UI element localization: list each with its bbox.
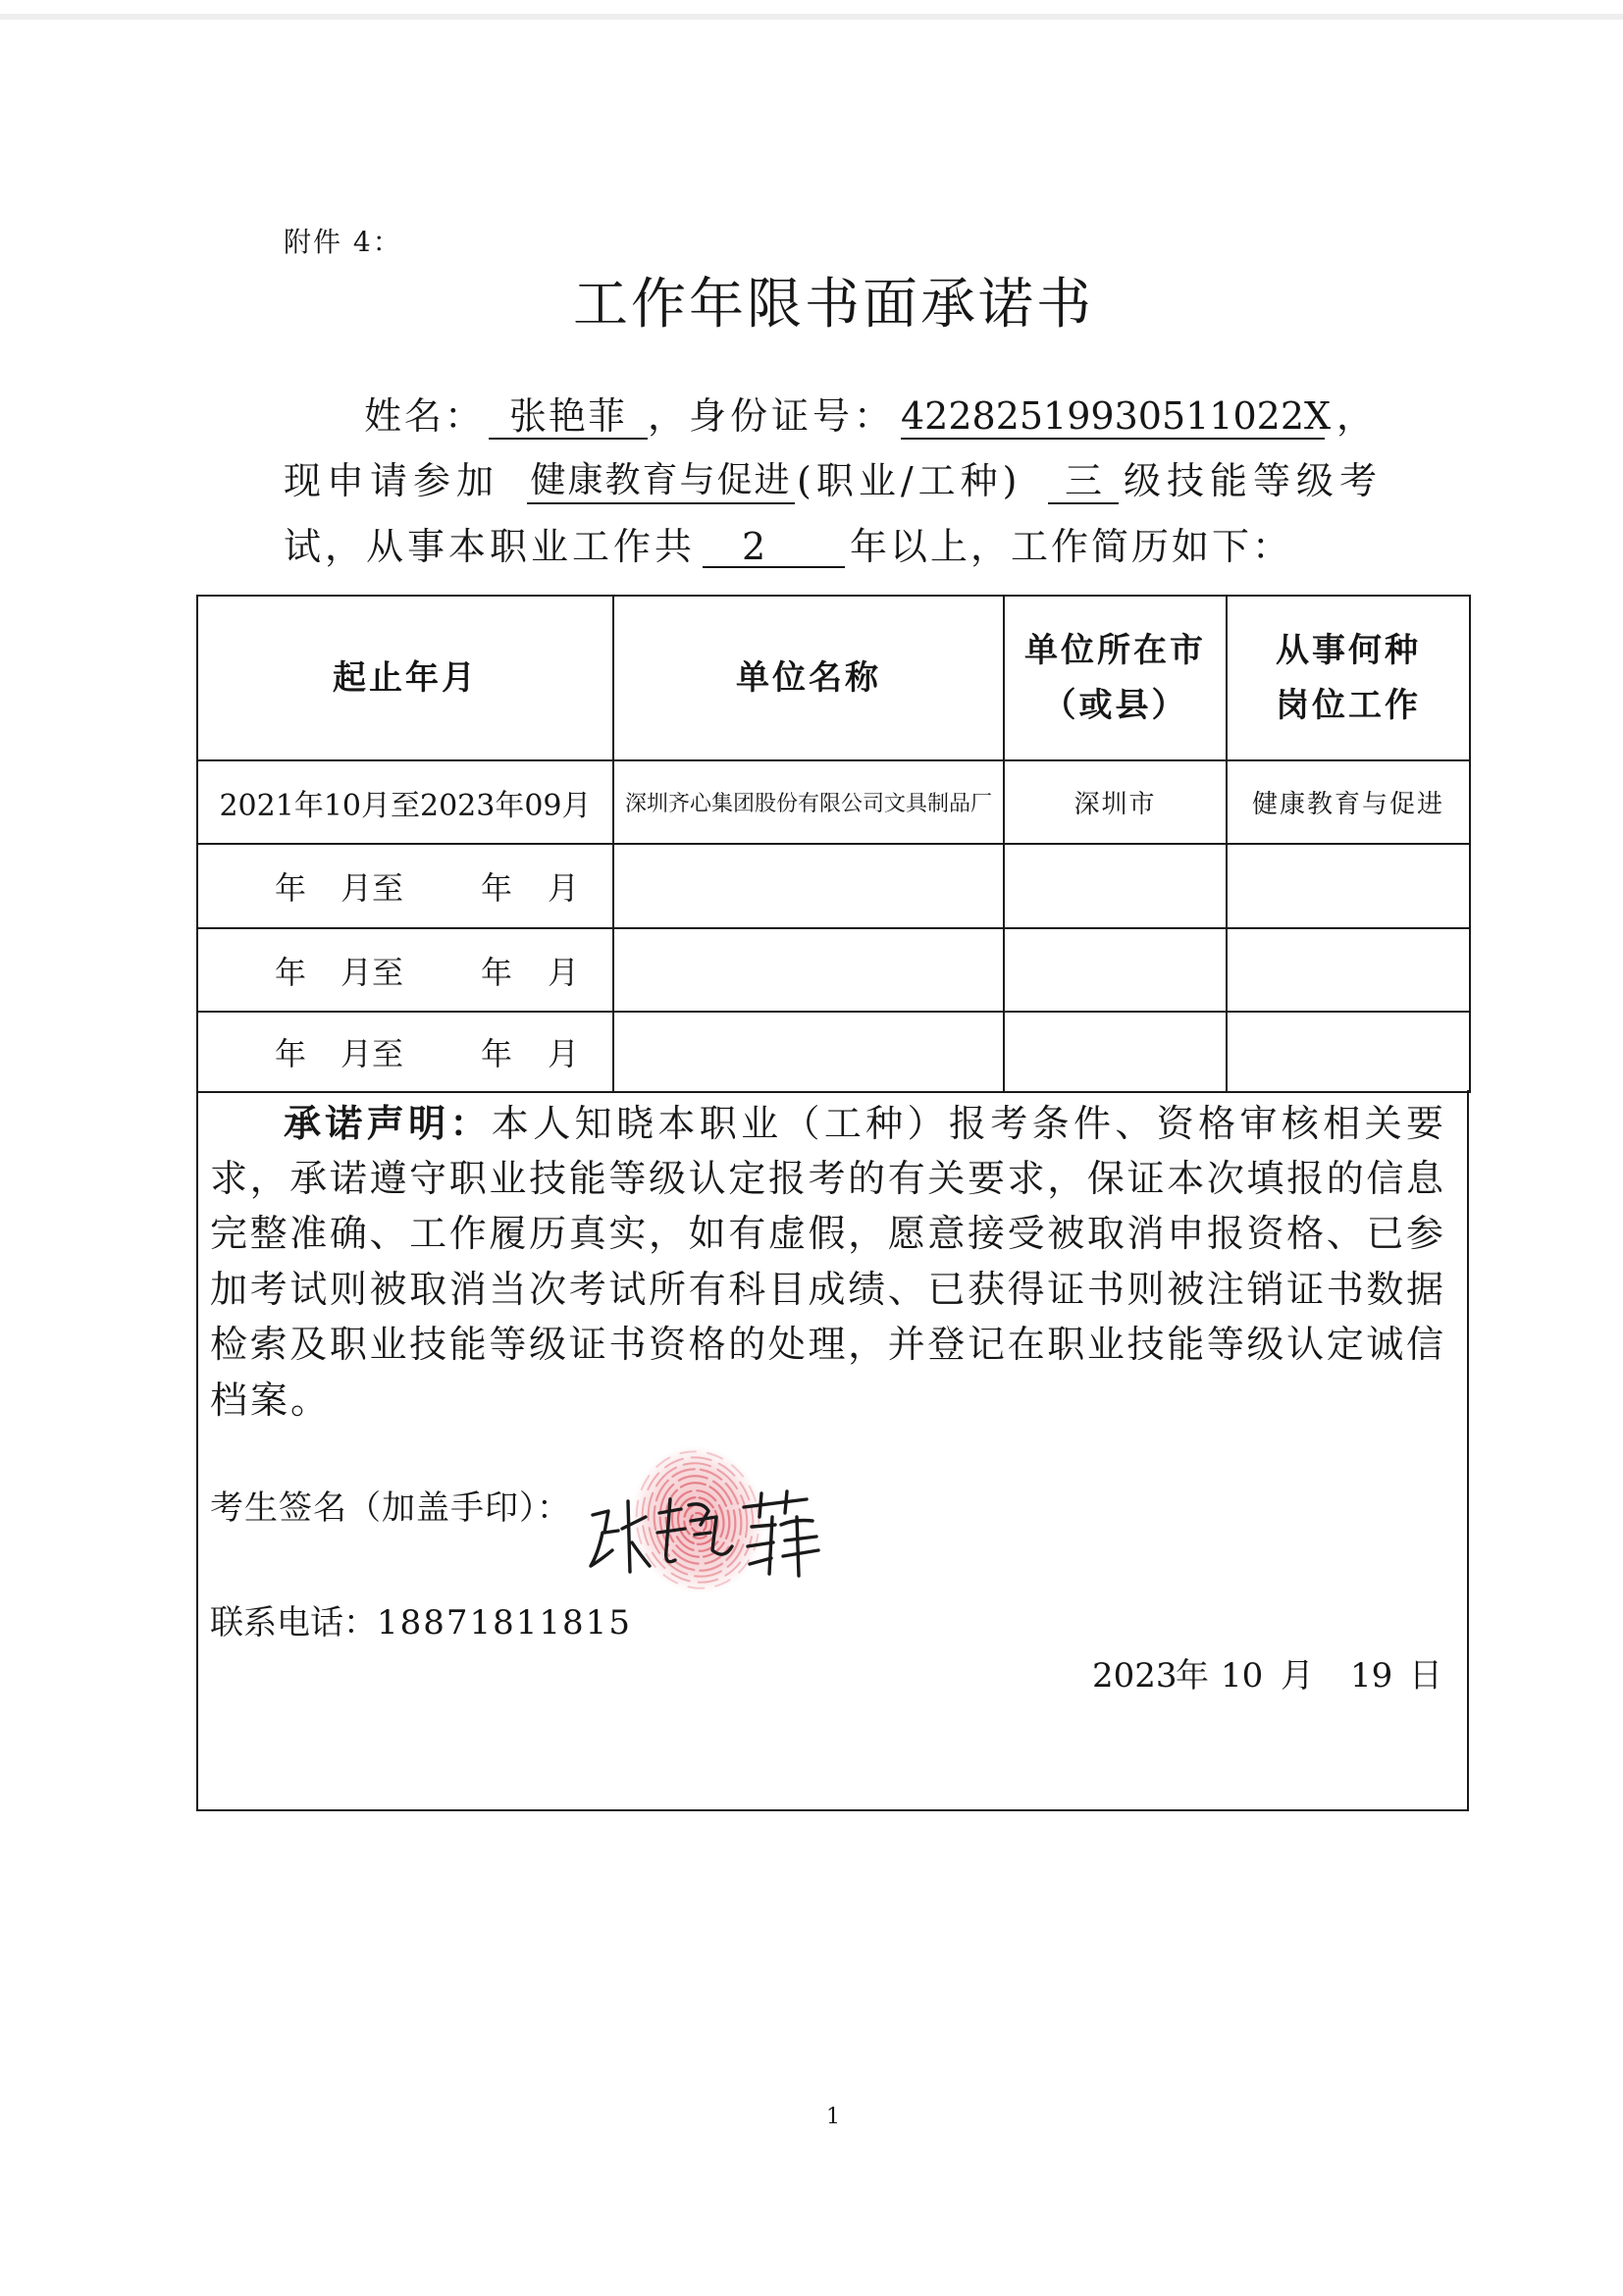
attachment-label: 附件 4： [284, 226, 402, 258]
table-row [197, 928, 1470, 1012]
row-position-blank [1227, 928, 1470, 1012]
header-line: 从事何种 [1276, 631, 1421, 670]
period-token: 年 [275, 1035, 307, 1072]
date-month: 10 [1221, 1656, 1264, 1696]
page-number: 1 [826, 2105, 840, 2129]
id-number: 42282519930511022X [901, 394, 1332, 438]
header-line: 起止年月 [333, 658, 478, 698]
header-position [1227, 596, 1470, 760]
period-token: 月至 [340, 953, 404, 991]
phone-label: 联系电话： [210, 1603, 377, 1643]
occupation-suffix: (职业/工种) [797, 459, 1022, 502]
scan-edge [0, 14, 1623, 20]
work-years: 2 [703, 523, 845, 568]
period-token: 月 [548, 1035, 580, 1072]
years-prefix: 试，从事本职业工作共 [284, 525, 697, 568]
row-city-blank [1004, 844, 1227, 928]
header-line: 单位所在市 [1024, 631, 1206, 670]
applicant-name: 张艳菲 [489, 392, 648, 440]
period-token: 月 [548, 953, 580, 991]
phone-line [210, 1600, 632, 1645]
period-token: 年 [481, 953, 513, 991]
statement-line: 检索及职业技能等级证书资格的处理，并登记在职业技能等级认定诚信 [210, 1323, 1443, 1366]
row-city-blank [1004, 928, 1227, 1012]
line-end-comma: ， [1336, 394, 1375, 438]
intro-line-3 [0, 523, 1623, 570]
period-token: 年 [275, 869, 307, 907]
level-suffix: 级技能等级考 [1124, 459, 1384, 502]
row-company-blank [613, 844, 1004, 928]
intro-line-1 [0, 392, 1623, 440]
statement-line: 档案。 [210, 1379, 332, 1422]
years-suffix: 年以上，工作简历如下： [850, 525, 1293, 568]
id-label: ，身份证号： [648, 394, 896, 438]
header-company [613, 596, 1004, 760]
signature-and-fingerprint [579, 1435, 834, 1606]
row-period-blank [197, 844, 613, 928]
phone-number: 18871811815 [377, 1603, 632, 1643]
period-token: 年 [481, 869, 513, 907]
apply-label: 现申请参加 [284, 459, 500, 502]
header-line: 岗位工作 [1276, 686, 1421, 725]
skill-level: 三 [1048, 457, 1119, 504]
date-month-unit: 月 [1281, 1656, 1314, 1696]
date-day-unit: 日 [1409, 1656, 1442, 1696]
period-token: 月至 [340, 869, 404, 907]
row-company-blank [613, 928, 1004, 1012]
document-title: 工作年限书面承诺书 [573, 273, 1094, 337]
intro-line-2 [0, 457, 1623, 504]
row-company-blank [613, 1012, 1004, 1092]
statement-line: 求，承诺遵守职业技能等级认定报考的有关要求，保证本次填报的信息 [210, 1157, 1443, 1200]
statement-line [284, 1096, 1443, 1151]
date-year-unit: 年 [1176, 1656, 1209, 1696]
occupation-name: 健康教育与促进 [527, 457, 795, 504]
header-period [197, 596, 613, 760]
period-token: 年 [275, 953, 307, 991]
statement-line: 加考试则被取消当次考试所有科目成绩、已获得证书则被注销证书数据 [210, 1268, 1443, 1311]
work-history-table [196, 595, 1471, 1093]
table-row [197, 844, 1470, 928]
row-position-blank [1227, 1012, 1470, 1092]
statement-line: 完整准确、工作履历真实，如有虚假，愿意接受被取消申报资格、已参 [210, 1212, 1443, 1255]
header-line: （或县） [1042, 686, 1188, 725]
table-row [197, 1012, 1470, 1092]
row-company: 深圳齐心集团股份有限公司文具制品厂 [613, 760, 1004, 844]
signature-label: 考生签名（加盖手印）： [210, 1488, 571, 1528]
name-label: 姓名： [364, 394, 486, 438]
period-token: 月 [548, 869, 580, 907]
row-position-blank [1227, 844, 1470, 928]
statement-text: 本人知晓本职业（工种）报考条件、资格审核相关要 [491, 1102, 1443, 1145]
row-period: 2021年10月至2023年09月 [197, 760, 613, 844]
row-period-blank [197, 928, 613, 1012]
date-day: 19 [1350, 1656, 1393, 1696]
row-period-blank [197, 1012, 613, 1092]
period-token: 月至 [340, 1035, 404, 1072]
table-header-row [197, 596, 1470, 760]
row-position: 健康教育与促进 [1227, 760, 1470, 844]
row-city: 深圳市 [1004, 760, 1227, 844]
header-line: 单位名称 [736, 658, 881, 698]
row-city-blank [1004, 1012, 1227, 1092]
date-year: 2023 [1092, 1656, 1178, 1696]
header-city [1004, 596, 1227, 760]
period-token: 年 [481, 1035, 513, 1072]
table-row [197, 760, 1470, 844]
statement-label: 承诺声明： [284, 1101, 492, 1145]
